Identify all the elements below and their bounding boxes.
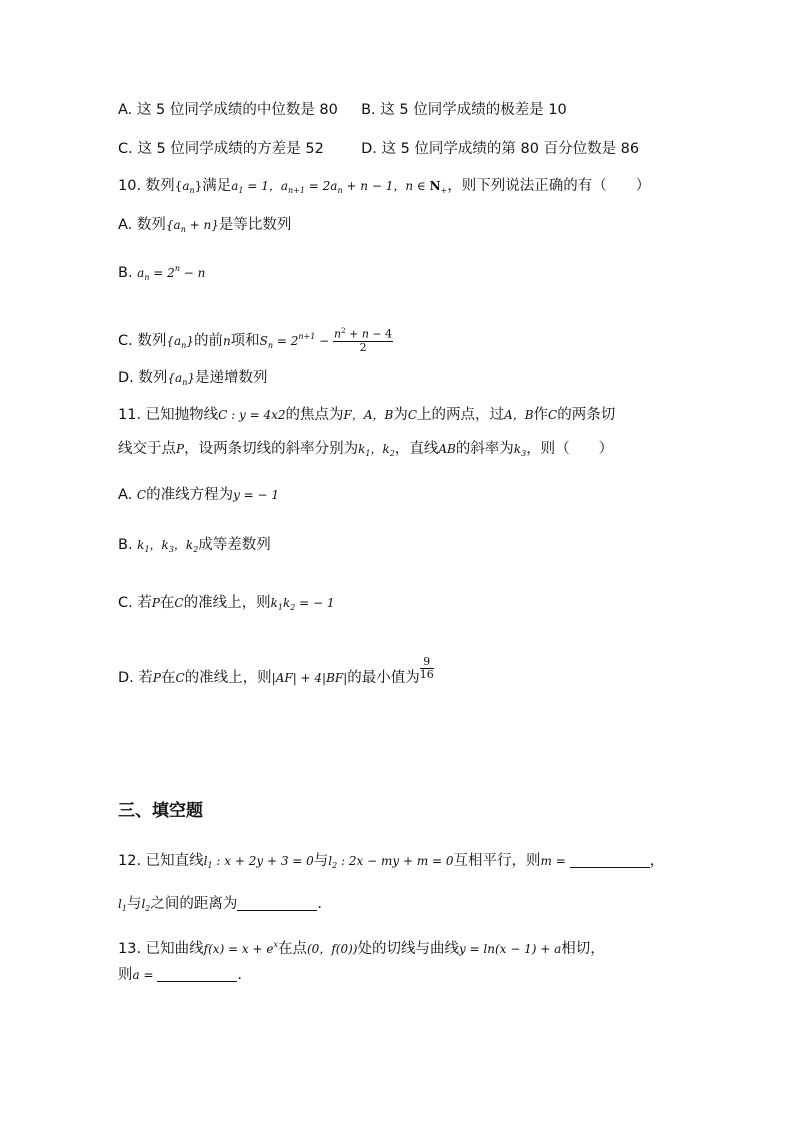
math-expr: $\{a_n\}$ [166,333,194,350]
q13-line2: 则a = . [118,967,242,983]
q11-option-b: B. $k_1$，$k_3$，$k_2$成等差数列 [118,537,271,554]
answer-blank[interactable] [237,896,317,911]
q11-option-c: C. 若P在C的准线上，则$k_1k_2$ = − 1 [118,595,335,612]
q10-option-d: D. 数列$\{a_n\}$是递增数列 [118,370,268,387]
math-expr: $k_1$，$k_3$，$k_2$ [137,538,199,554]
q10-option-b: B. $a_n = 2^n - n$ [118,264,206,282]
q10-option-c: C. 数列$\{a_n\}$的前n项和$S_n = 2^{n+1}$ − $\frac{n^2 + n - 4}{2}$ [118,327,393,354]
math-expr: $\{a_n + n\}$ [165,218,219,234]
q9-option-d: D. 这 5 位同学成绩的第 80 百分位数是 86 [361,141,640,157]
q10-stem: 10. 数列$\{a_n\}$满足$a_1 = 1$，$a_{n+1} = 2a_n + n - 1$，n ∈ $N_+$，则下列说法正确的有（ ） [118,178,651,195]
math-expr: $\{a_n\}$ [167,371,195,387]
q9-option-c: C. 这 5 位同学成绩的方差是 52 [118,141,324,157]
q9-option-a: A. 这 5 位同学成绩的中位数是 80 [118,102,338,118]
math-expr: y = ln(x − 1) + a [458,942,562,956]
q9-option-b: B. 这 5 位同学成绩的极差是 10 [361,102,567,118]
q11-stem-line1: 11. 已知抛物线C : y = 4x2的焦点为F，A，B为C上的两点，过A，B作C的两条切 [118,407,616,423]
q12-line2: $l_1$与$l_2$之间的距离为 . [118,896,322,913]
math-expr: (0，f(0)) [307,942,358,956]
math-expr: $l_1$ : x + 2y + 3 = 0 [203,854,314,870]
math-expr: $a_1 = 1$，$a_{n+1} = 2a_n + n - 1$，n ∈ $N_+$ [231,179,448,195]
math-expr: $a_n = 2^n - n$ [137,264,206,282]
section-title: 三、填空题 [118,801,203,821]
math-expr: $\{a_n\}$ [174,179,203,195]
math-expr: C : y = 4x2 [218,408,286,422]
math-expr: y = − 1 [233,488,280,502]
q11-option-d: D. 若P在C的准线上，则|AF| + 4|BF|的最小值为 $\frac{9}{16}$ [118,655,434,687]
math-expr: $l_2$ : 2x − my + m = 0 [328,854,454,870]
math-expr: $S_n = 2^{n+1}$ − [259,331,334,350]
fraction: $\frac{n^2 + n - 4}{2}$ [334,327,393,354]
fraction: $\frac{9}{16}$ [419,655,434,682]
q9-option-c-d-row [118,142,639,157]
math-expr: $k_1$，$k_2$ [358,442,395,458]
answer-blank[interactable] [570,853,650,868]
answer-blank[interactable] [157,967,237,982]
math-expr: |AF| + 4|BF| [271,671,348,686]
math-expr: $f(x) = x + e^x$ [203,940,278,956]
q11-option-a: A. C的准线方程为y = − 1 [118,487,280,503]
q9-option-a-b-row [118,103,567,118]
q12-line1: 12. 已知直线$l_1$ : x + 2y + 3 = 0与$l_2$ : 2x − my + m = 0互相平行，则m = ， [118,853,665,870]
q13-line1: 13. 已知曲线$f(x) = x + e^x$在点(0，f(0))处的切线与曲线y = ln(x − 1) + a相切， [118,940,605,957]
q11-stem-line2: 线交于点P，设两条切线的斜率分别为$k_1$，$k_2$，直线AB的斜率为$k_3$，则（ ） [118,441,614,458]
math-expr: $k_1k_2$ = − 1 [270,596,335,612]
q10-option-a: A. 数列$\{a_n + n\}$是等比数列 [118,217,292,234]
